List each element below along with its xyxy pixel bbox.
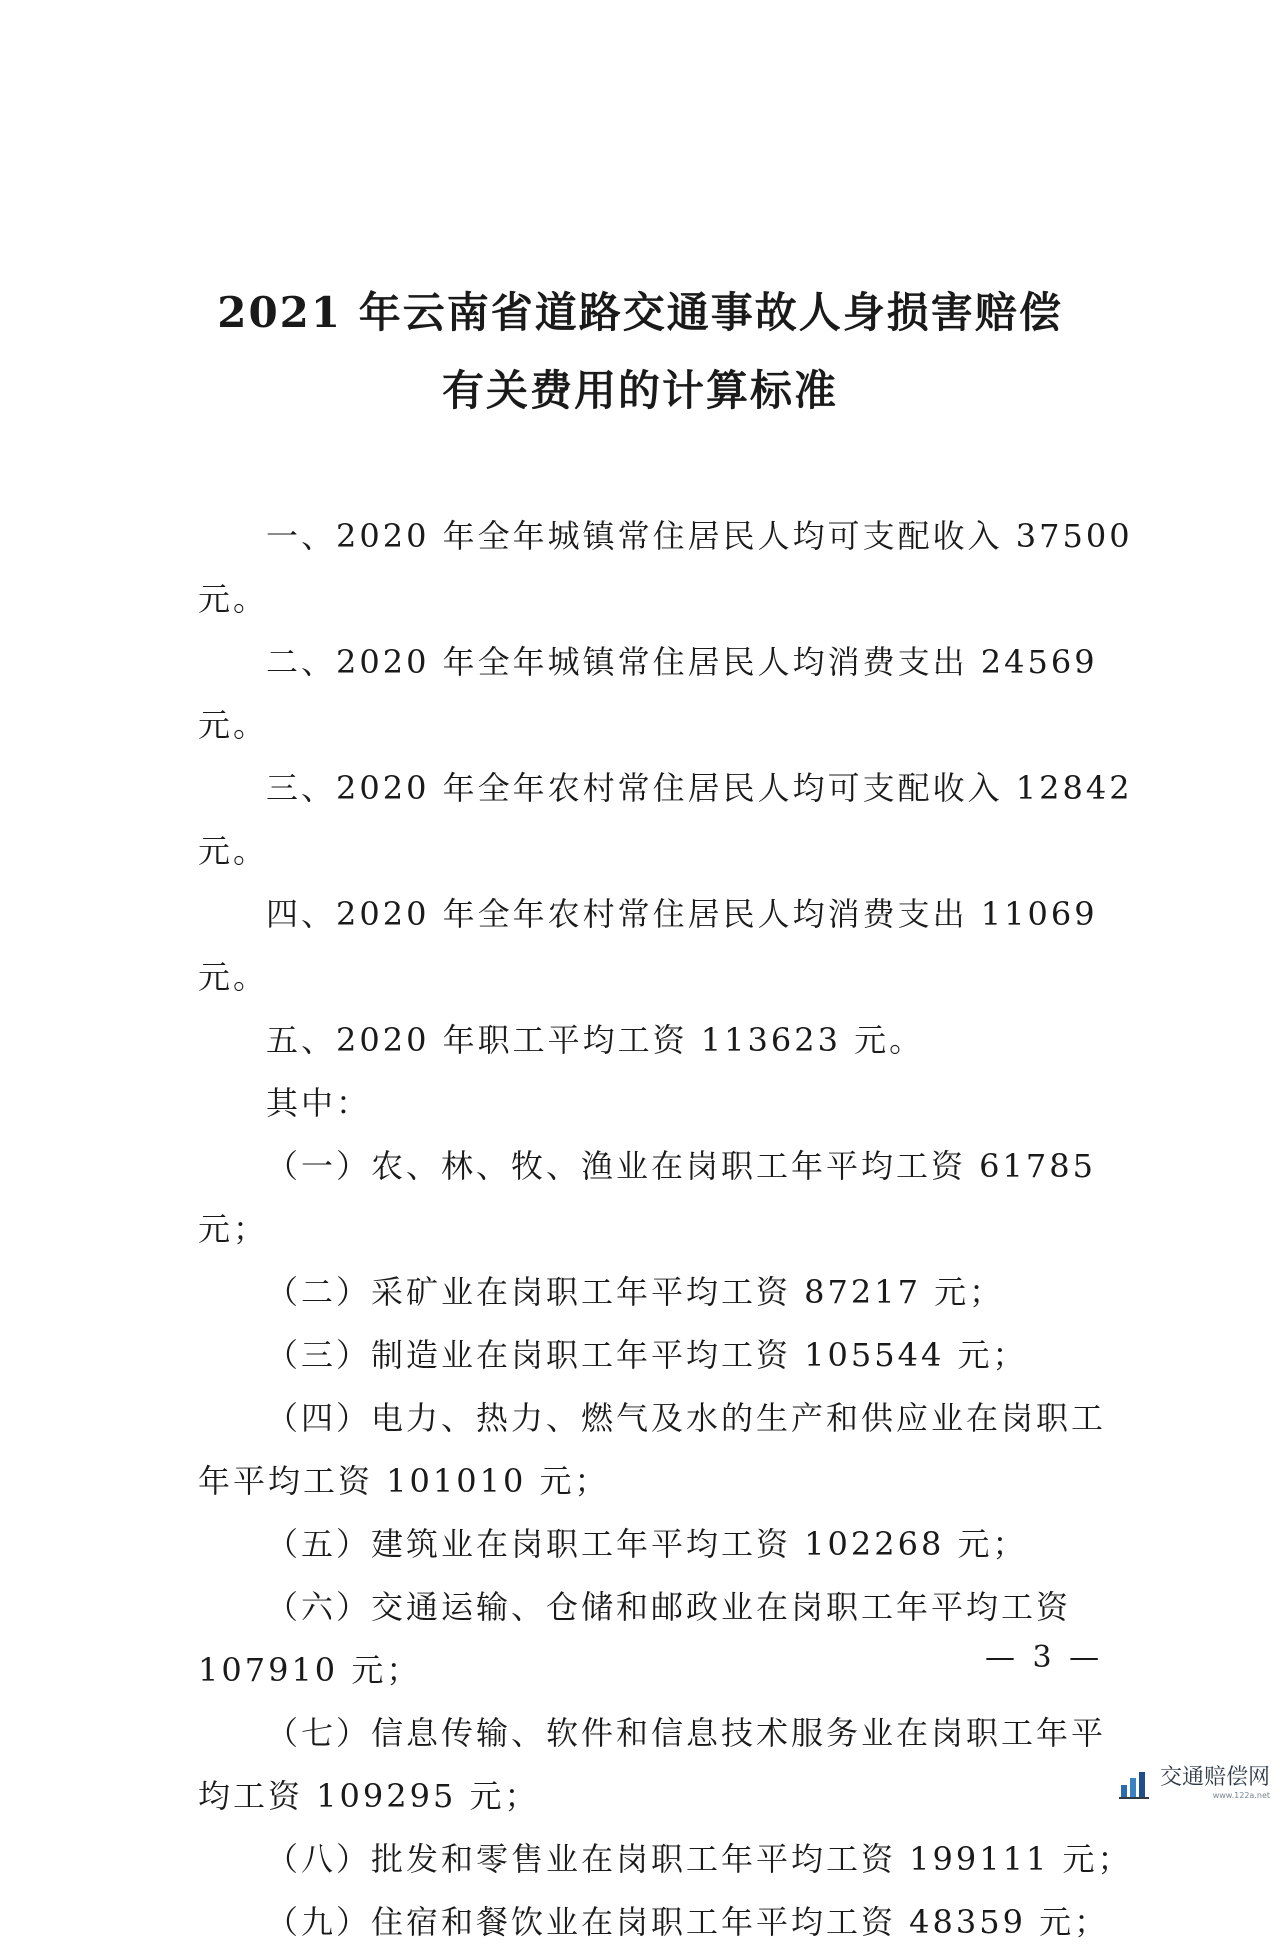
- paragraph: （三）制造业在岗职工年平均工资 105544 元；: [266, 1336, 1028, 1374]
- paragraph: （二）采矿业在岗职工年平均工资 87217 元；: [266, 1273, 1005, 1311]
- watermark-text: 交通赔偿网: [1159, 1764, 1270, 1790]
- paragraph: 其中：: [266, 1084, 372, 1122]
- page-number: — 3 —: [985, 1640, 1104, 1675]
- document-title-line2: 有关费用的计算标准: [441, 366, 838, 415]
- paragraph: （一）农、林、牧、渔业在岗职工年平均工资 61785 元；: [198, 1147, 1096, 1248]
- paragraph: （八）批发和零售业在岗职工年平均工资 199111 元；: [266, 1840, 1133, 1878]
- paragraph: （四）电力、热力、燃气及水的生产和供应业在岗职工年平均工资 101010 元；: [198, 1399, 1107, 1500]
- paragraph: 一、2020 年全年城镇常住居民人均可支配收入 37500 元。: [198, 517, 1133, 618]
- document-title-line1: 2021 年云南省道路交通事故人身损害赔偿: [217, 288, 1063, 337]
- paragraph: （六）交通运输、仓储和邮政业在岗职工年平均工资 107910 元；: [198, 1588, 1072, 1689]
- paragraph: 二、2020 年全年城镇常住居民人均消费支出 24569 元。: [198, 643, 1098, 744]
- paragraph: （九）住宿和餐饮业在岗职工年平均工资 48359 元；: [266, 1903, 1110, 1941]
- paragraph: （七）信息传输、软件和信息技术服务业在岗职工年平均工资 109295 元；: [198, 1714, 1107, 1815]
- paragraph: 四、2020 年全年农村常住居民人均消费支出 11069 元。: [198, 895, 1098, 996]
- paragraph: 五、2020 年职工平均工资 113623 元。: [266, 1021, 925, 1059]
- watermark-subtext: www.122a.net: [1212, 1790, 1270, 1800]
- watermark-text-group: [1159, 1764, 1270, 1800]
- paragraph: 三、2020 年全年农村常住居民人均可支配收入 12842 元。: [198, 769, 1133, 870]
- document-body: [198, 505, 1138, 1954]
- bar-chart-logo-icon: [1118, 1766, 1152, 1800]
- paragraph: （五）建筑业在岗职工年平均工资 102268 元；: [266, 1525, 1028, 1563]
- site-watermark: [1118, 1766, 1270, 1800]
